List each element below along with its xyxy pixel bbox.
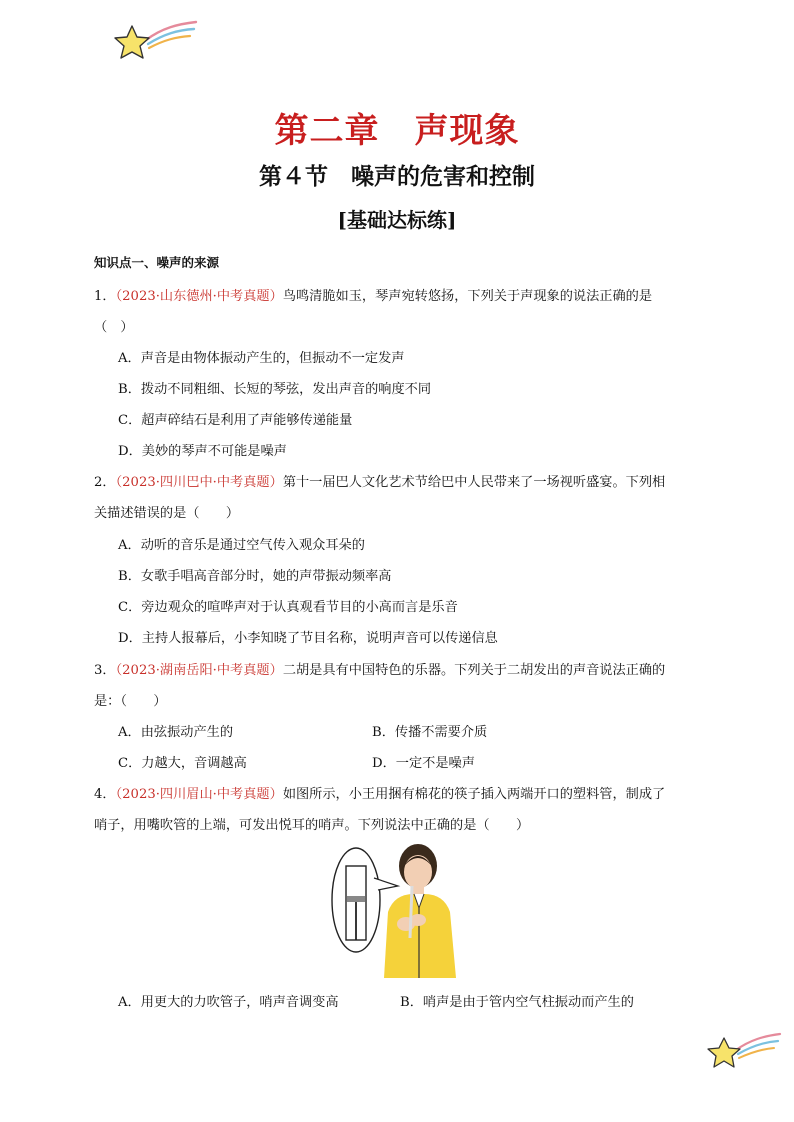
question-source: （2023·山东德州·中考真题） bbox=[115, 289, 283, 304]
question-1-stem: 1．（2023·山东德州·中考真题）鸟鸣清脆如玉，琴声宛转悠扬，下列关于声现象的说法正确的是 bbox=[94, 289, 653, 304]
question-1-option-d: D．美妙的琴声不可能是噪声 bbox=[118, 444, 287, 459]
question-4-option-a: A．用更大的力吹管子，哨声音调变高 bbox=[118, 995, 339, 1010]
question-3-option-b: B．传播不需要介质 bbox=[372, 725, 488, 740]
question-2-option-a: A．动听的音乐是通过空气传入观众耳朵的 bbox=[118, 538, 365, 553]
question-2-stem-cont: 关描述错误的是（ ） bbox=[94, 506, 240, 521]
question-3-stem: 3．（2023·湖南岳阳·中考真题）二胡是具有中国特色的乐器。下列关于二胡发出的声音说法正确的 bbox=[94, 663, 666, 678]
question-2-option-d: D．主持人报幕后，小李知晓了节目名称，说明声音可以传递信息 bbox=[118, 631, 498, 646]
question-2-stem: 2．（2023·四川巴中·中考真题）第十一届巴人文化艺术节给巴中人民带来了一场视听盛宴。下列相 bbox=[94, 475, 666, 490]
question-3-option-a: A．由弦振动产生的 bbox=[118, 725, 234, 740]
section-title: 第４节 噪声的危害和控制 bbox=[259, 163, 535, 190]
question-source: （2023·四川眉山·中考真题） bbox=[115, 787, 283, 802]
whistle-figure bbox=[326, 842, 470, 978]
question-source: （2023·湖南岳阳·中考真题） bbox=[115, 663, 283, 678]
question-1-option-a: A．声音是由物体振动产生的，但振动不一定发声 bbox=[118, 351, 405, 366]
question-3-option-c: C．力越大，音调越高 bbox=[118, 756, 247, 771]
knowledge-point-heading: 知识点一、噪声的来源 bbox=[94, 255, 220, 270]
question-1-stem-cont: （ ） bbox=[94, 320, 134, 335]
question-3-option-d: D．一定不是噪声 bbox=[372, 756, 475, 771]
question-2-option-b: B．女歌手唱高音部分时，她的声带振动频率高 bbox=[118, 569, 392, 584]
shooting-star-icon bbox=[112, 18, 202, 64]
level-tag: [基础达标练] bbox=[337, 208, 457, 232]
question-4-option-b: B．哨声是由于管内空气柱振动而产生的 bbox=[400, 995, 634, 1010]
shooting-star-icon bbox=[706, 1030, 786, 1074]
question-source: （2023·四川巴中·中考真题） bbox=[115, 475, 283, 490]
question-4-stem-cont: 哨子，用嘴吹管的上端，可发出悦耳的哨声。下列说法中正确的是（ ） bbox=[94, 818, 530, 833]
question-2-option-c: C．旁边观众的喧哗声对于认真观看节目的小高而言是乐音 bbox=[118, 600, 458, 615]
question-3-stem-cont: 是：（ ） bbox=[94, 694, 167, 709]
question-1-option-b: B．拨动不同粗细、长短的琴弦，发出声音的响度不同 bbox=[118, 382, 432, 397]
chapter-title: 第二章 声现象 bbox=[274, 111, 520, 151]
question-4-stem: 4．（2023·四川眉山·中考真题）如图所示，小王用捆有棉花的筷子插入两端开口的塑料管，制成了 bbox=[94, 787, 666, 802]
question-1-option-c: C．超声碎结石是利用了声能够传递能量 bbox=[118, 413, 353, 428]
